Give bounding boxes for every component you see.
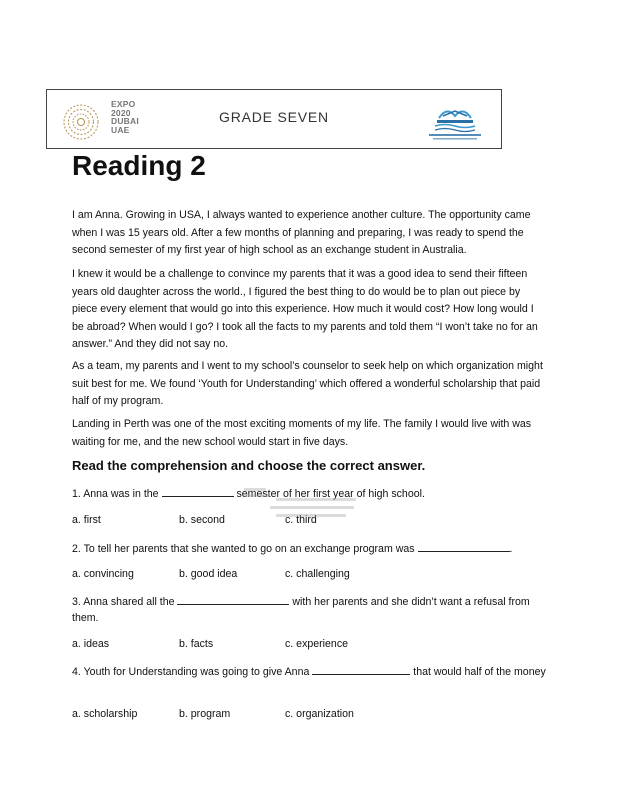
grade-title: GRADE SEVEN (219, 109, 329, 125)
question-2-text-before: 2. To tell her parents that she wanted to go on an exchange program was (72, 543, 415, 555)
q1-option-a[interactable]: a. first (72, 514, 101, 526)
q2-option-b[interactable]: b. good idea (179, 568, 238, 580)
page-title: Reading 2 (72, 150, 206, 181)
reading-paragraph-3: As a team, my parents and I went to my school’s counselor to seek help on which organization might suit best for me. We found ‘Youth for Understanding’ which offered a wonderful scholarship that paid half of my program. (72, 360, 543, 407)
q2-option-a[interactable]: a. convincing (72, 568, 134, 580)
worksheet-header (46, 89, 502, 149)
school-logo (419, 102, 489, 142)
q4-option-a[interactable]: a. scholarship (72, 708, 138, 720)
question-1-text-after: semester of her first year of high school. (236, 488, 425, 500)
reading-paragraph-4: Landing in Perth was one of the most exciting moments of my life. The family I would live with was waiting for me, and the new school would start in five days. (72, 418, 532, 448)
instructions-heading: Read the comprehension and choose the correct answer. (72, 458, 426, 473)
q1-option-c[interactable]: c. third (285, 514, 317, 526)
q3-option-a[interactable]: a. ideas (72, 638, 110, 650)
question-4-options (72, 708, 548, 724)
watermark-icon (230, 480, 370, 530)
answer-blank-1[interactable] (162, 486, 234, 497)
question-2 (72, 541, 548, 557)
question-2-text-after: . (509, 543, 513, 555)
question-3-text-after: with her parents and she didn’t want a refusal from them. (72, 596, 530, 624)
question-3 (72, 594, 548, 626)
q4-option-c[interactable]: c. organization (285, 708, 354, 720)
question-4 (72, 664, 548, 680)
answer-blank-2[interactable] (418, 541, 510, 552)
q2-option-c[interactable]: c. challenging (285, 568, 350, 580)
question-4-text-before: 4. Youth for Understanding was going to give Anna (72, 666, 310, 678)
question-3-text-before: 3. Anna shared all the (72, 596, 175, 608)
q1-option-b[interactable]: b. second (179, 514, 225, 526)
reading-paragraph-1: I am Anna. Growing in USA, I always wanted to experience another culture. The opportunity came when I was 15 years old. After a few months of planning and preparing, I was ready to spend the second semester of my first year of high school as an exchange student in Australia. (72, 209, 531, 256)
q3-option-c[interactable]: c. experience (285, 638, 349, 650)
q4-option-b[interactable]: b. program (179, 708, 231, 720)
question-1-text-before: 1. Anna was in the (72, 488, 159, 500)
reading-paragraph-2: I knew it would be a challenge to convince my parents that it was a good idea to send their fifteen years old daughter across the world., I figured the best thing to do would be to plan out piece by piece every element that would go into this experience. How much it would cost? How long would I be abroad? When would I go? I took all the facts to my parents and told them “I won’t take no for an answer.” And they did not say no. (72, 268, 538, 350)
expo-logo-text: EXPO 2020 DUBAI UAE (111, 99, 139, 135)
answer-blank-3[interactable] (177, 594, 289, 605)
answer-blank-4[interactable] (312, 664, 410, 675)
question-2-options (72, 568, 548, 584)
q3-option-b[interactable]: b. facts (179, 638, 214, 650)
question-3-options (72, 638, 548, 654)
question-4-text-after: that would half of the money (413, 666, 546, 678)
